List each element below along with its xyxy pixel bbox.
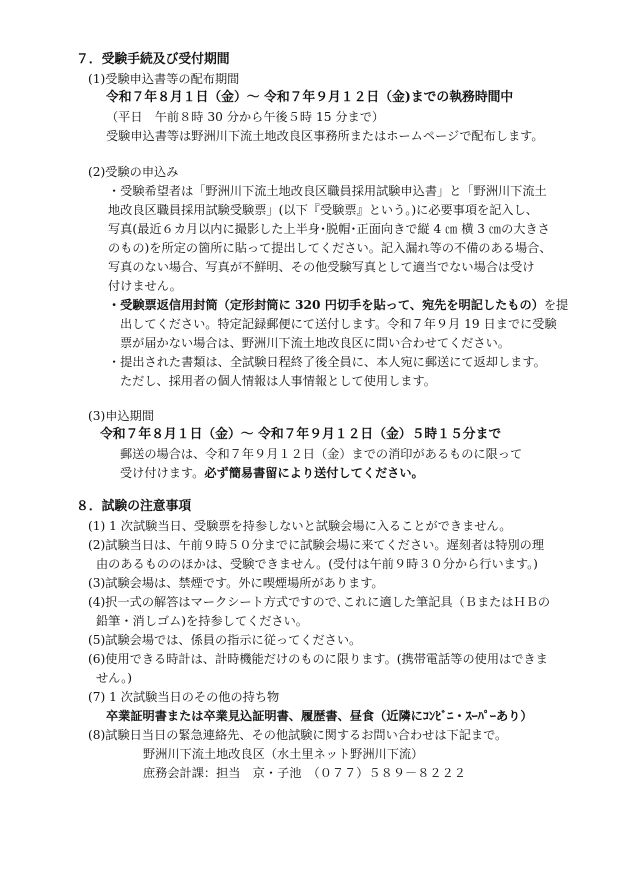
notice-item: せん。) — [96, 671, 132, 685]
application-text: 写真のない場合、写真が不鮮明、その他受験写真として適当でない場合は受け — [108, 260, 535, 274]
notice-item: (5)試験会場では、係員の指示に従ってください。 — [88, 633, 362, 647]
contact-intro: (8)試験日当日の緊急連絡先、その他試験に関するお問い合わせは下記まで。 — [88, 728, 508, 742]
registered-mail-notice: 必ず簡易書留により送付してください。 — [204, 466, 424, 480]
contact-person: 庶務会計課：担当 京・子池 （０７７）５８９－８２２２ — [143, 766, 466, 780]
return-envelope-bold: ・受験票返信用封筒（定形封筒に 320 円切手を貼って、宛先を明記したもの） — [108, 298, 544, 312]
notice-item: (1) 1 次試験当日、受験票を持参しないと試験会場に入ることができません。 — [88, 519, 512, 533]
application-text: のもの)を所定の箇所に貼って提出してください。記入漏れ等の不備のある場合、 — [108, 241, 552, 255]
notice-item: (3)試験会場は、禁煙です。外に喫煙場所があります。 — [88, 576, 384, 590]
mail-note-line — [120, 464, 424, 482]
application-text: 写真(最近６カ月以内に撮影した上半身･脱帽･正面向きで縦 4 ㎝ 横 3 ㎝の大きさ — [108, 222, 550, 236]
office-hours: （平日 午前８時 30 分から午後５時 15 分まで） — [106, 110, 385, 124]
section-7-heading: ７．受験手続及び受付期間 — [76, 52, 230, 67]
notice-item: (7) 1 次試験当日のその他の持ち物 — [88, 690, 280, 704]
notice-item: (6)使用できる時計は、計時機能だけのものに限ります。(携帯電話等の使用はできま — [88, 652, 548, 666]
application-text: 地改良区職員採用試験受験票」(以下『受験票』という。)に必要事項を記入し、 — [108, 203, 538, 217]
subsection-3-title: (3)申込期間 — [88, 409, 155, 423]
application-period: 令和７年８月１日（金）～ 令和７年９月１２日（金）５時１５分まで — [100, 427, 502, 442]
notice-item: 由のあるもののほかは、受験できません。(受付は午前９時３０分から行います。) — [96, 557, 538, 571]
mail-note: 郵送の場合は、令和７年９月１２日（金）までの消印があるものに限って — [120, 447, 523, 461]
document-return-text: ・提出された書類は、全試験日程終了後全員に、本人宛に郵送にて返却します。 — [108, 355, 546, 369]
notice-item: (4)択一式の解答はマークシート方式ですので､これに適した筆記具（ＢまたはＨＢの — [88, 595, 551, 609]
application-text: ・受験希望者は「野洲川下流土地改良区職員採用試験申込書」と「野洲川下流土 — [108, 184, 547, 198]
distribution-period: 令和７年８月１日（金）～ 令和７年９月１２日（金)までの執務時間中 — [106, 90, 514, 105]
notice-item: (2)試験当日は、午前９時５０分までに試験会場に来てください。遅刻者は特別の理 — [88, 538, 545, 552]
return-envelope-text: 出してください。特定記録郵便にて送付します。令和７年９月 19 日までに受験 — [120, 317, 557, 331]
return-envelope-text: 票が届かない場合は、野洲川下流土地改良区に問い合わせてください。 — [120, 336, 510, 350]
contact-organization: 野洲川下流土地改良区（水土里ネット野洲川下流） — [143, 747, 424, 761]
subsection-2-title: (2)受験の申込み — [88, 165, 179, 179]
notice-item: 鉛筆・消しゴム)を持参してください。 — [96, 614, 308, 628]
belongings-list: 卒業証明書または卒業見込証明書、履歴書、昼食（近隣にｺﾝﾋﾞﾆ・ｽｰﾊﾟｰあり） — [106, 709, 533, 723]
document-return-text: ただし、採用者の個人情報は人事情報として使用します。 — [120, 374, 436, 388]
application-text: 付けません。 — [108, 279, 182, 293]
subsection-1-title: (1)受験申込書等の配布期間 — [88, 72, 240, 86]
return-envelope-line — [108, 296, 568, 314]
section-8-heading: ８．試験の注意事項 — [76, 499, 192, 514]
return-envelope-tail: を提 — [543, 298, 569, 312]
distribution-note: 受験申込書等は野洲川下流土地改良区事務所またはホームページで配布します。 — [106, 129, 544, 143]
mail-note-plain: 受け付けます。 — [120, 466, 205, 480]
